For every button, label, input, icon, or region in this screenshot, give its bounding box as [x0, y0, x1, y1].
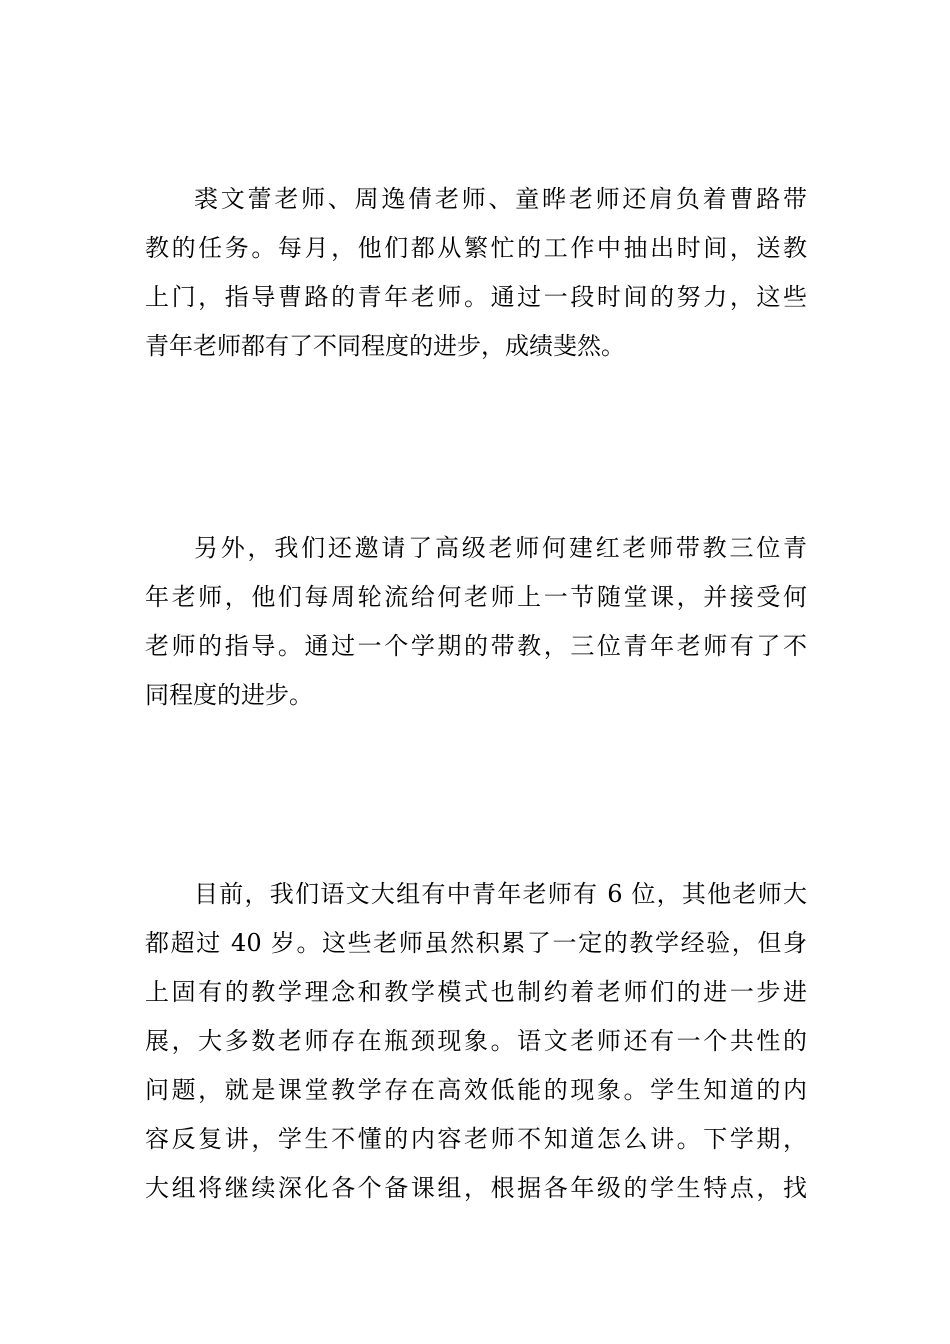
paragraph-mentoring-caolu [145, 175, 807, 371]
paragraph-line: 问题，就是课堂教学存在高效低能的现象。学生知道的内 [145, 1076, 807, 1104]
paragraph-line: 裘文蕾老师、周逸倩老师、童晔老师还肩负着曹路带 [194, 185, 807, 213]
paragraph-senior-teacher-mentoring [145, 524, 807, 720]
paragraph-line: 老师的指导。通过一个学期的带教，三位青年老师有了不 [145, 632, 807, 660]
paragraph-line: 上固有的教学理念和教学模式也制约着老师们的进一步进 [145, 978, 807, 1006]
paragraph-current-situation [145, 870, 807, 1213]
paragraph-line: 都超过 40 岁。这些老师虽然积累了一定的教学经验，但身 [145, 929, 807, 957]
paragraph-line: 另外，我们还邀请了高级老师何建红老师带教三位青 [194, 534, 807, 562]
paragraph-line: 目前，我们语文大组有中青年老师有 6 位，其他老师大 [194, 880, 807, 908]
paragraph-line: 容反复讲，学生不懂的内容老师不知道怎么讲。下学期， [145, 1125, 807, 1153]
paragraph-line: 大组将继续深化各个备课组，根据各年级的学生特点，找 [145, 1174, 807, 1202]
paragraph-line: 教的任务。每月，他们都从繁忙的工作中抽出时间，送教 [145, 234, 807, 262]
paragraph-line: 青年老师都有了不同程度的进步，成绩斐然。 [145, 332, 625, 360]
paragraph-line: 展，大多数老师存在瓶颈现象。语文老师还有一个共性的 [145, 1027, 807, 1055]
paragraph-line: 同程度的进步。 [145, 681, 313, 709]
paragraph-line: 年老师，他们每周轮流给何老师上一节随堂课，并接受何 [145, 583, 807, 611]
paragraph-line: 上门，指导曹路的青年老师。通过一段时间的努力，这些 [145, 283, 807, 311]
